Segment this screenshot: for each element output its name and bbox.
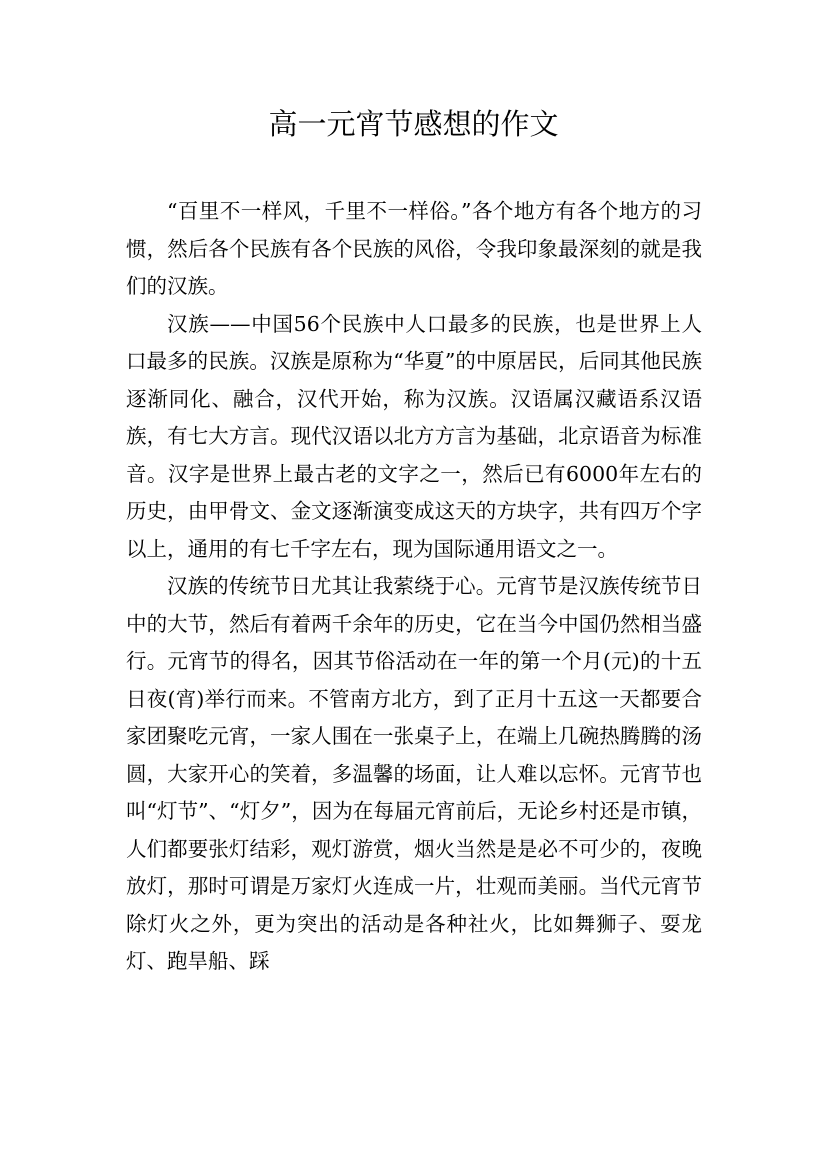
document-title: 高一元宵节感想的作文 [268, 107, 559, 141]
paragraph-3: 汉族的传统节日尤其让我萦绕于心。元宵节是汉族传统节日中的大节，然后有着两千余年的历史，它在当今中国仍然相当盛行。元宵节的得名，因其节俗活动在一年的第一个月(元)的十五日夜(宵)举行而来。不管南方北方，到了正月十五这一天都要合家团聚吃元宵，一家人围在一张桌子上，在端上几碗热腾腾的汤圆，大家开心的笑着，多温馨的场面，让人难以忘怀。元宵节也叫“灯节”、“灯夕”，因为在每届元宵前后，无论乡村还是市镇，人们都要张灯结彩，观灯游赏，烟火当然是是必不可少的，夜晚放灯，那时可谓是万家灯火连成一片，壮观而美丽。当代元宵节除灯火之外，更为突出的活动是各种社火，比如舞狮子、耍龙灯、跑旱船、踩 [126, 574, 702, 973]
paragraph-2: 汉族——中国56个民族中人口最多的民族，也是世界上人口最多的民族。汉族是原称为“华夏”的中原居民，后同其他民族逐渐同化、融合，汉代开始，称为汉族。汉语属汉藏语系汉语族，有七大方言。现代汉语以北方方言为基础，北京语音为标准音。汉字是世界上最古老的文字之一，然后已有6000年左右的历史，由甲骨文、金文逐渐演变成这天的方块字，共有四万个字以上，通用的有七千字左右，现为国际通用语文之一。 [126, 311, 702, 561]
document-body [126, 193, 702, 981]
paragraph-1: “百里不一样风，千里不一样俗。”各个地方有各个地方的习惯，然后各个民族有各个民族的风俗，令我印象最深刻的就是我们的汉族。 [126, 199, 702, 298]
